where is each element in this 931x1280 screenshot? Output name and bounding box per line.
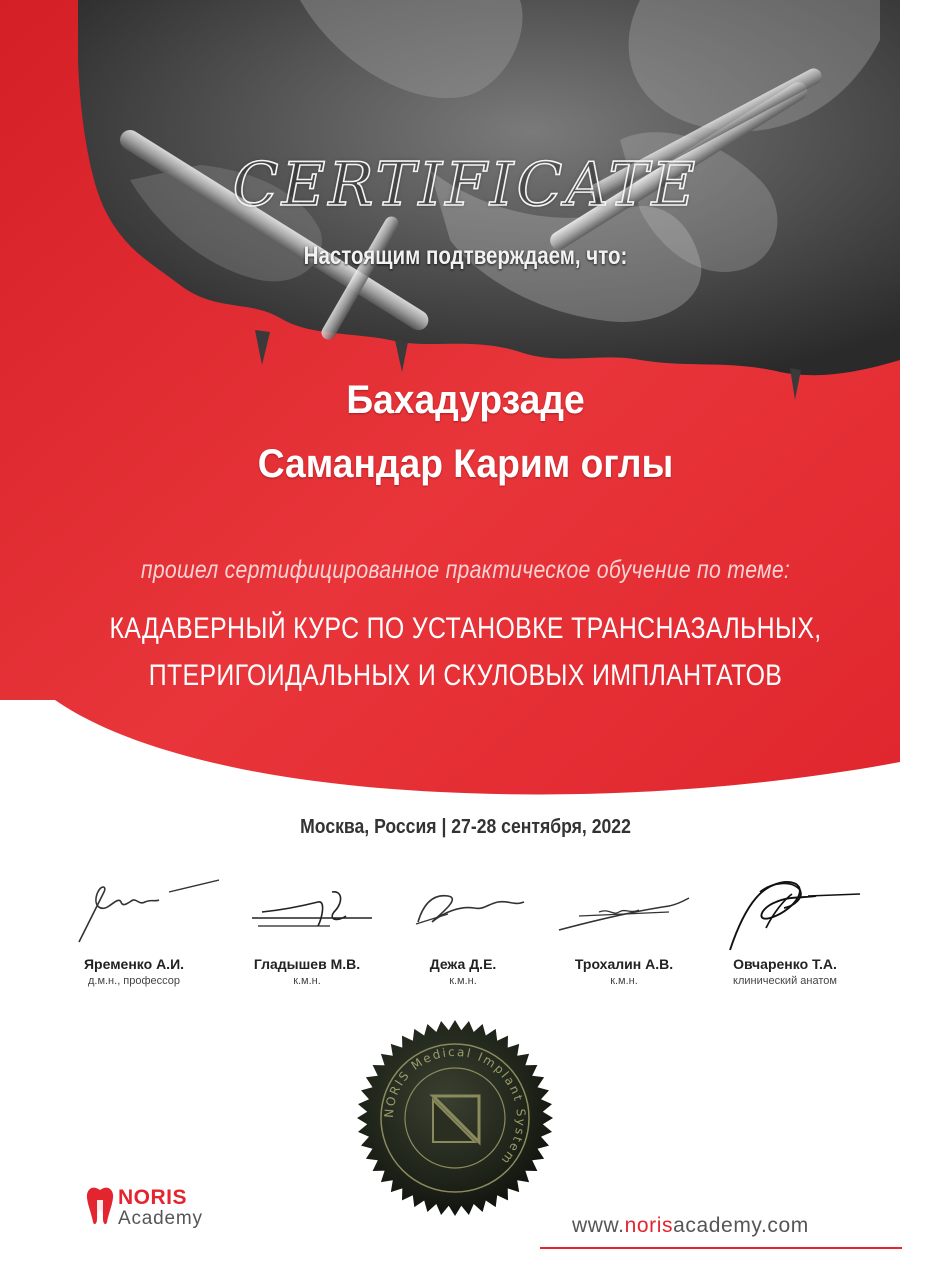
handwritten-signature [222,872,392,952]
course-title-line2: ПТЕРИГОИДАЛЬНЫХ И СКУЛОВЫХ ИМПЛАНТАТОВ [148,659,783,692]
seal-text: NORIS Medical Implant System [381,1044,529,1169]
signatory-name: Трохалин А.В. [574,956,674,972]
recipient-given-names: Самандар Карим оглы [257,442,674,486]
url-underline [540,1247,902,1249]
noris-medical-seal [355,1018,555,1218]
signatory-title: д.м.н., профессор [87,975,181,987]
handwritten-signature [539,872,709,952]
signatory-title: к.м.н. [293,975,321,987]
url-suffix: academy.com [673,1214,809,1237]
certificate-title: CERTIFICATE [232,150,699,220]
signatory-gladyshev [217,872,397,987]
handwritten-signature [378,872,548,952]
handwritten-signature [49,872,219,952]
tooth-icon [86,1186,114,1226]
signatory-name: Яременко А.И. [83,956,185,972]
url-highlight: noris [624,1214,674,1237]
signatory-name: Овчаренко Т.А. [733,956,837,972]
signatory-ovcharenko [695,872,875,987]
recipient-surname: Бахадурзаде [346,378,585,422]
signatory-title: к.м.н. [449,975,477,987]
signatory-title: клинический анатом [733,975,837,987]
handwritten-signature [700,872,870,952]
logo-academy-text: Academy [118,1208,203,1229]
signatory-trokhalin [534,872,714,987]
signatory-dezha [373,872,553,987]
confirmation-text: Настоящим подтверждаем, что: [303,242,628,270]
website-url[interactable] [572,1214,809,1238]
signatory-name: Дежа Д.Е. [429,956,497,972]
place-and-date: Москва, Россия | 27-28 сентября, 2022 [300,816,631,838]
completion-statement: прошел сертифицированное практическое обучение по теме: [140,556,791,584]
course-title-line1: КАДАВЕРНЫЙ КУРС ПО УСТАНОВКЕ ТРАНСНАЗАЛЬНЫХ, [109,612,822,645]
url-prefix: www. [572,1214,625,1237]
signatory-title: к.м.н. [610,975,638,987]
logo-noris-text: NORIS [118,1186,188,1209]
signatory-yaremenko [44,872,224,987]
signatory-name: Гладышев М.В. [253,956,361,972]
noris-academy-logo [86,1186,203,1231]
